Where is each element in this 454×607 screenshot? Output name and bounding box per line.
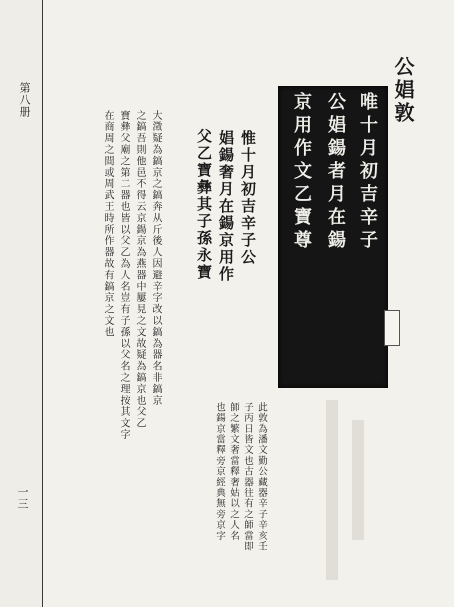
page-margin xyxy=(0,0,43,607)
commentary-column: 在商周之間或周武王時所作器故有鎬京之文也 xyxy=(102,110,113,338)
transcription-column: 父乙寶彝其子孫永寶 xyxy=(195,128,213,281)
show-through-text xyxy=(352,420,364,540)
commentary-column: 之鎬吾則他邑不得云京鍚京為燕器中屢見之文故疑為鎬京也父乙 xyxy=(134,110,145,430)
note-column: 師之繁文奢當釋奢姑以之人名 xyxy=(228,402,239,542)
rubbing-column: 唯十月初吉辛子 xyxy=(357,92,378,253)
note-column: 子丙日皆文也古器往有之師當即 xyxy=(242,402,253,552)
transcription-column: 娼鍚奢月在鍚京用作 xyxy=(217,130,235,283)
collector-seal xyxy=(384,310,400,346)
rubbing-column: 公娼鍚者月在鍚 xyxy=(325,92,346,253)
page-title: 公娼敦 xyxy=(391,56,415,125)
note-column: 此敦為潘文勤公藏器辛子辛亥壬 xyxy=(256,402,267,552)
rubbing-column: 京用作文乙寶尊 xyxy=(291,92,312,253)
show-through-text xyxy=(326,400,338,580)
transcription-column: 惟十月初吉辛子公 xyxy=(239,130,257,266)
volume-label: 第八册 xyxy=(18,82,31,118)
commentary-column: 寶彝父廟之第二器也皆以父乙為人名豈有子孫以父名之理按其文字 xyxy=(118,110,129,441)
inscription-rubbing xyxy=(278,86,388,388)
commentary-column: 大澂疑為鎬京之鎬奔从斤後人因避辛字改以鎬為器名非鎬京 xyxy=(150,110,161,407)
page-number: 一三 xyxy=(16,486,29,510)
note-column: 也鍚京當釋旁京經典無旁京字 xyxy=(214,402,225,542)
